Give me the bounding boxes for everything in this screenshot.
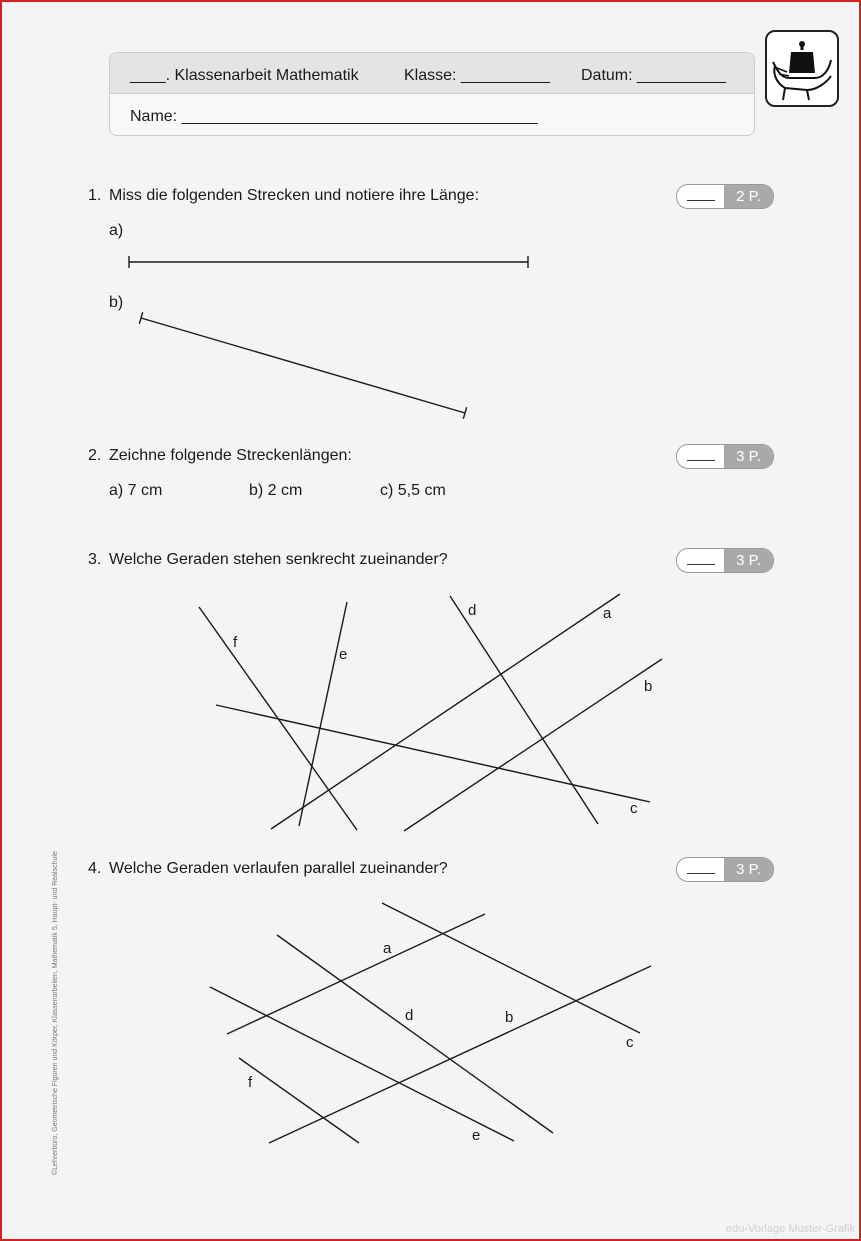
question-1-number: 1. [88,187,102,204]
question-2-text: Zeichne folgende Streckenlängen: [109,447,352,464]
q2-item-a: a) 7 cm [109,482,163,499]
q3-label-d: d [468,602,477,619]
q2-item-b: b) 2 cm [249,482,303,499]
question-4-number: 4. [88,860,102,877]
copyright-side-text: ©Lehrerbüro, Geometrische Figuren und Körper, Klassenarbeiten, Mathematik 5, Haupt- und Realschule [52,851,59,1175]
q1-label-a: a) [109,222,124,239]
q4-label-d: d [405,1007,414,1024]
q3-line-b [404,659,662,831]
q1-segment-b [141,318,465,413]
q4-line-b [269,966,651,1143]
q4-label-f: f [248,1074,253,1091]
q1-label-b: b) [109,294,124,311]
q3-label-c: c [630,800,638,817]
date-field[interactable]: Datum: __________ [581,67,726,84]
question-3-text: Welche Geraden stehen senkrecht zueinander? [109,551,448,568]
q3-label-e: e [339,646,348,663]
points-badge: 3 P. [724,445,773,468]
question-2-number: 2. [88,447,102,464]
watermark: edu-Vorlage Muster-Grafik [726,1223,855,1235]
q4-line-e [210,987,514,1141]
q4-line-d [277,935,553,1133]
points-badge: 3 P. [724,858,773,881]
question-4-text: Welche Geraden verlaufen parallel zueinander? [109,860,448,877]
q4-label-b: b [505,1009,514,1026]
q4-label-e: e [472,1127,481,1144]
q3-label-b: b [644,678,653,695]
question-1-text: Miss die folgenden Strecken und notiere ihre Länge: [109,187,480,204]
name-field[interactable]: Name: ________________________________________ [130,108,538,125]
q3-line-d [450,596,598,824]
q4-label-a: a [383,940,392,957]
points-badge: 2 P. [724,185,773,208]
q4-label-c: c [626,1034,634,1051]
q3-label-f: f [233,634,238,651]
q2-item-c: c) 5,5 cm [380,482,446,499]
exam-title: ____. Klassenarbeit Mathematik [130,67,359,84]
q3-line-e [299,602,347,826]
points-badge: 3 P. [724,549,773,572]
q3-line-f [199,607,357,830]
q3-label-a: a [603,605,612,622]
question-3-number: 3. [88,551,102,568]
q4-line-f [239,1058,359,1143]
class-field[interactable]: Klasse: __________ [404,67,550,84]
